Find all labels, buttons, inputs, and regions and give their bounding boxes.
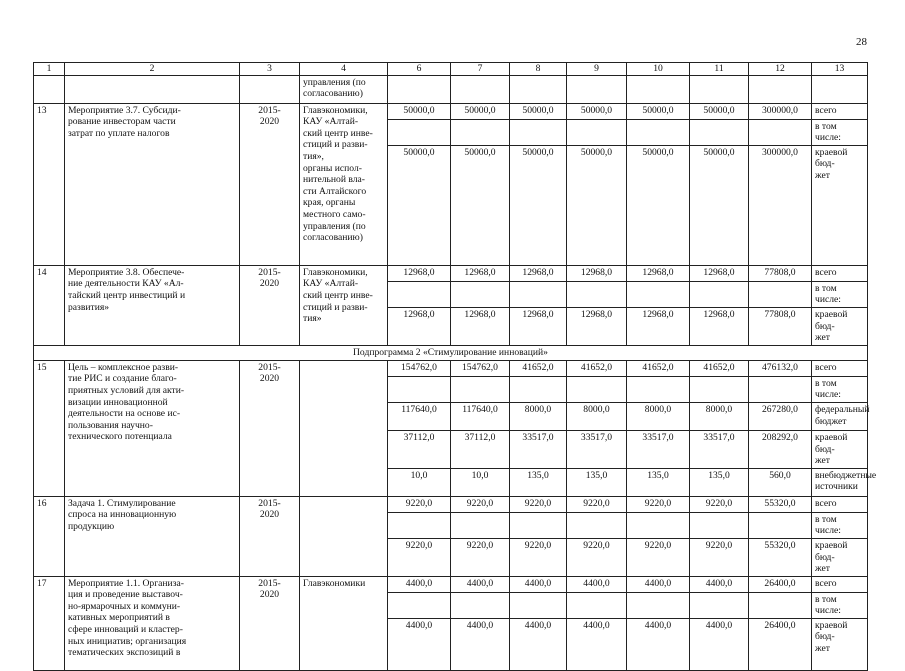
value-cell: 8000,0 bbox=[510, 402, 567, 430]
value-cell: 9220,0 bbox=[627, 538, 690, 576]
table-row bbox=[34, 360, 868, 376]
value-cell: 12968,0 bbox=[627, 265, 690, 281]
header-cell: 8 bbox=[510, 63, 567, 76]
row-number: 15 bbox=[34, 360, 65, 496]
header-cell: 12 bbox=[749, 63, 812, 76]
value-cell: 9220,0 bbox=[510, 496, 567, 512]
source-label: в том числе: bbox=[812, 281, 868, 307]
source-label: краевой бюд- жет bbox=[812, 307, 868, 345]
value-cell: 4400,0 bbox=[690, 576, 749, 592]
value-cell: 4400,0 bbox=[627, 618, 690, 670]
value-cell: 50000,0 bbox=[627, 145, 690, 265]
value-cell: 476132,0 bbox=[749, 360, 812, 376]
source-label: всего bbox=[812, 576, 868, 592]
value-cell: 4400,0 bbox=[388, 618, 451, 670]
value-cell: 135,0 bbox=[627, 468, 690, 496]
value-cell: 9220,0 bbox=[567, 538, 627, 576]
value-cell: 9220,0 bbox=[690, 538, 749, 576]
value-cell: 208292,0 bbox=[749, 430, 812, 468]
value-cell: 135,0 bbox=[690, 468, 749, 496]
value-cell: 9220,0 bbox=[690, 496, 749, 512]
value-cell: 41652,0 bbox=[510, 360, 567, 376]
value-cell: 9220,0 bbox=[451, 538, 510, 576]
header-cell: 3 bbox=[240, 63, 300, 76]
source-label: краевой бюд- жет bbox=[812, 618, 868, 670]
executor-cell: Главэкономики, КАУ «Алтай- ский центр инве- стиций и разви- тия» bbox=[300, 265, 388, 345]
value-cell: 12968,0 bbox=[690, 265, 749, 281]
value-cell: 9220,0 bbox=[627, 496, 690, 512]
header-cell: 4 bbox=[300, 63, 388, 76]
row-number: 14 bbox=[34, 265, 65, 345]
value-cell: 50000,0 bbox=[627, 103, 690, 119]
value-cell: 41652,0 bbox=[690, 360, 749, 376]
period: 2015- 2020 bbox=[240, 360, 300, 496]
activity-name: Мероприятие 1.1. Организа- ция и проведение выставоч- но-ярмарочных и коммуни- кативных мероприятий в сфере инноваций и кластер- ных инициатив; организация тематических экспозиций в bbox=[65, 576, 240, 670]
value-cell: 117640,0 bbox=[388, 402, 451, 430]
value-cell: 12968,0 bbox=[510, 265, 567, 281]
header-row bbox=[34, 63, 868, 76]
value-cell: 4400,0 bbox=[627, 576, 690, 592]
header-cell: 13 bbox=[812, 63, 868, 76]
source-label: краевой бюд- жет bbox=[812, 430, 868, 468]
activity-name: Задача 1. Стимулирование спроса на инновационную продукцию bbox=[65, 496, 240, 576]
value-cell: 33517,0 bbox=[627, 430, 690, 468]
activity-name: Цель – комплексное разви- тие РИС и создание благо- приятных условий для акти- визации инновационной деятельности на основе ис- пользования научно- технического потенциала bbox=[65, 360, 240, 496]
value-cell: 12968,0 bbox=[627, 307, 690, 345]
value-cell: 267280,0 bbox=[749, 402, 812, 430]
value-cell: 50000,0 bbox=[388, 103, 451, 119]
value-cell: 12968,0 bbox=[388, 307, 451, 345]
value-cell: 33517,0 bbox=[567, 430, 627, 468]
value-cell: 4400,0 bbox=[567, 618, 627, 670]
value-cell: 26400,0 bbox=[749, 576, 812, 592]
source-label: в том числе: bbox=[812, 119, 868, 145]
value-cell: 4400,0 bbox=[451, 618, 510, 670]
value-cell: 9220,0 bbox=[388, 496, 451, 512]
value-cell: 4400,0 bbox=[388, 576, 451, 592]
value-cell: 12968,0 bbox=[567, 307, 627, 345]
value-cell: 55320,0 bbox=[749, 538, 812, 576]
value-cell: 300000,0 bbox=[749, 145, 812, 265]
budget-table bbox=[33, 62, 877, 671]
value-cell: 135,0 bbox=[510, 468, 567, 496]
value-cell: 41652,0 bbox=[567, 360, 627, 376]
header-cell: 1 bbox=[34, 63, 65, 76]
value-cell: 41652,0 bbox=[627, 360, 690, 376]
row-number: 17 bbox=[34, 576, 65, 670]
source-label: краевой бюд- жет bbox=[812, 145, 868, 265]
table-row bbox=[34, 265, 868, 281]
value-cell: 50000,0 bbox=[567, 103, 627, 119]
executor-cell bbox=[300, 496, 388, 576]
value-cell: 4400,0 bbox=[451, 576, 510, 592]
value-cell: 8000,0 bbox=[627, 402, 690, 430]
header-cell: 6 bbox=[388, 63, 451, 76]
value-cell: 12968,0 bbox=[567, 265, 627, 281]
subprogram-title: Подпрограмма 2 «Стимулирование инноваций» bbox=[34, 345, 868, 360]
value-cell: 9220,0 bbox=[510, 538, 567, 576]
header-cell: 10 bbox=[627, 63, 690, 76]
value-cell: 33517,0 bbox=[690, 430, 749, 468]
source-label: в том числе: bbox=[812, 376, 868, 402]
value-cell: 50000,0 bbox=[690, 145, 749, 265]
source-label: всего bbox=[812, 265, 868, 281]
period: 2015- 2020 bbox=[240, 103, 300, 265]
value-cell: 154762,0 bbox=[388, 360, 451, 376]
table-row bbox=[34, 576, 868, 592]
value-cell: 55320,0 bbox=[749, 496, 812, 512]
source-label: всего bbox=[812, 103, 868, 119]
value-cell: 50000,0 bbox=[510, 103, 567, 119]
value-cell: 50000,0 bbox=[510, 145, 567, 265]
executor-cell: Главэкономики bbox=[300, 576, 388, 670]
table-row bbox=[34, 75, 868, 103]
header-cell: 11 bbox=[690, 63, 749, 76]
value-cell: 37112,0 bbox=[388, 430, 451, 468]
period: 2015- 2020 bbox=[240, 265, 300, 345]
value-cell: 50000,0 bbox=[690, 103, 749, 119]
activity-name: Мероприятие 3.8. Обеспече- ние деятельности КАУ «Ал- тайский центр инвестиций и развития» bbox=[65, 265, 240, 345]
value-cell: 12968,0 bbox=[690, 307, 749, 345]
value-cell: 560,0 bbox=[749, 468, 812, 496]
value-cell: 50000,0 bbox=[388, 145, 451, 265]
row-number: 16 bbox=[34, 496, 65, 576]
value-cell: 50000,0 bbox=[451, 145, 510, 265]
value-cell: 33517,0 bbox=[510, 430, 567, 468]
source-label: федеральный бюджет bbox=[812, 402, 868, 430]
table-row bbox=[34, 496, 868, 512]
value-cell: 12968,0 bbox=[451, 307, 510, 345]
header-cell: 2 bbox=[65, 63, 240, 76]
executor-cell: управления (по согласованию) bbox=[300, 75, 388, 103]
value-cell: 77808,0 bbox=[749, 307, 812, 345]
executor-cell bbox=[300, 360, 388, 496]
value-cell: 10,0 bbox=[388, 468, 451, 496]
value-cell: 50000,0 bbox=[567, 145, 627, 265]
value-cell: 135,0 bbox=[567, 468, 627, 496]
value-cell: 12968,0 bbox=[451, 265, 510, 281]
value-cell: 4400,0 bbox=[510, 618, 567, 670]
value-cell: 26400,0 bbox=[749, 618, 812, 670]
value-cell: 37112,0 bbox=[451, 430, 510, 468]
row-number: 13 bbox=[34, 103, 65, 265]
value-cell: 154762,0 bbox=[451, 360, 510, 376]
value-cell: 9220,0 bbox=[567, 496, 627, 512]
value-cell: 12968,0 bbox=[510, 307, 567, 345]
value-cell: 50000,0 bbox=[451, 103, 510, 119]
executor-cell: Главэкономики, КАУ «Алтай- ский центр инве- стиций и разви- тия», органы испол- нительной вла- сти Алтайского края, органы местного само- управления (по согласованию) bbox=[300, 103, 388, 265]
source-label: в том числе: bbox=[812, 512, 868, 538]
source-label: в том числе: bbox=[812, 592, 868, 618]
source-label: всего bbox=[812, 360, 868, 376]
value-cell: 4400,0 bbox=[567, 576, 627, 592]
value-cell: 117640,0 bbox=[451, 402, 510, 430]
period: 2015- 2020 bbox=[240, 496, 300, 576]
page-number: 28 bbox=[856, 36, 867, 48]
header-cell: 7 bbox=[451, 63, 510, 76]
subprogram-row bbox=[34, 345, 868, 360]
period: 2015- 2020 bbox=[240, 576, 300, 670]
value-cell: 77808,0 bbox=[749, 265, 812, 281]
source-label: всего bbox=[812, 496, 868, 512]
value-cell: 300000,0 bbox=[749, 103, 812, 119]
value-cell: 8000,0 bbox=[567, 402, 627, 430]
header-cell: 9 bbox=[567, 63, 627, 76]
value-cell: 4400,0 bbox=[690, 618, 749, 670]
value-cell: 10,0 bbox=[451, 468, 510, 496]
source-label: внебюджетные источники bbox=[812, 468, 868, 496]
value-cell: 4400,0 bbox=[510, 576, 567, 592]
value-cell: 9220,0 bbox=[451, 496, 510, 512]
activity-name: Мероприятие 3.7. Субсиди- рование инвесторам части затрат по уплате налогов bbox=[65, 103, 240, 265]
source-label: краевой бюд- жет bbox=[812, 538, 868, 576]
table-row bbox=[34, 103, 868, 119]
value-cell: 12968,0 bbox=[388, 265, 451, 281]
value-cell: 8000,0 bbox=[690, 402, 749, 430]
value-cell: 9220,0 bbox=[388, 538, 451, 576]
